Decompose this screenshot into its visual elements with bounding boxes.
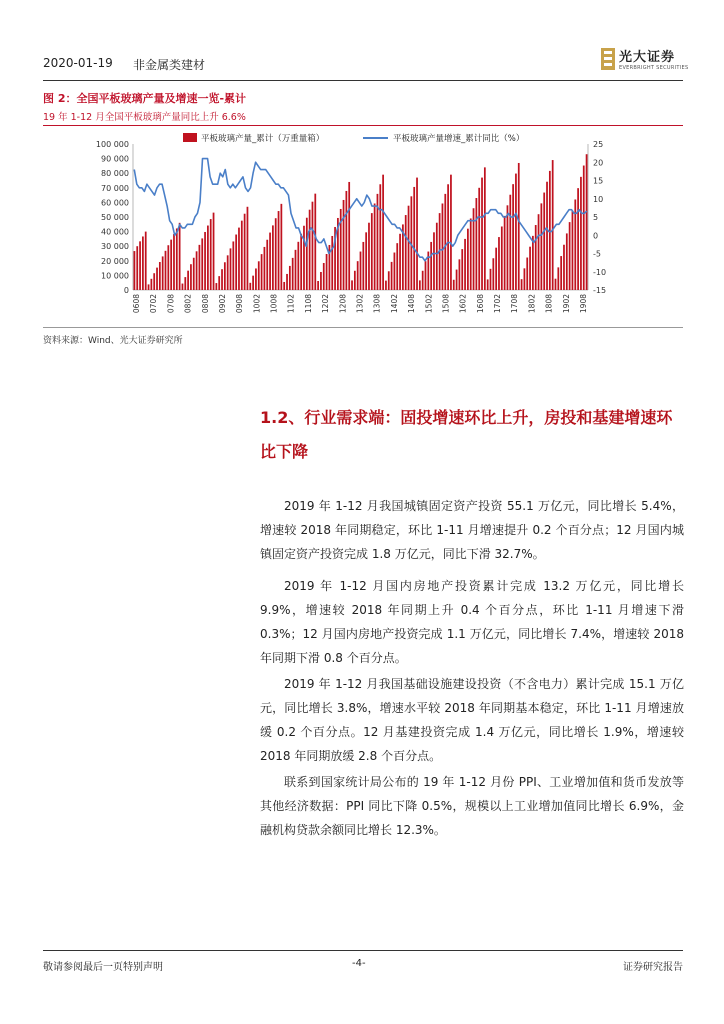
legend-bar-label: 平板玻璃产量_累计（万重量箱） bbox=[201, 134, 325, 144]
production-bar bbox=[371, 213, 373, 290]
production-bar bbox=[255, 268, 257, 290]
production-bar bbox=[549, 171, 551, 290]
x-tick-label: 1302 bbox=[355, 294, 365, 314]
production-bar bbox=[512, 184, 514, 290]
production-bar bbox=[249, 283, 251, 290]
x-tick-label: 1208 bbox=[338, 294, 348, 314]
production-bar bbox=[447, 184, 449, 290]
production-bar bbox=[529, 247, 531, 290]
production-bar bbox=[391, 262, 393, 290]
right-tick-label: 20 bbox=[593, 158, 604, 168]
production-bar bbox=[569, 222, 571, 290]
production-bar bbox=[546, 182, 548, 290]
production-bar bbox=[348, 182, 350, 290]
logo-subtitle: EVERBRIGHT SECURITIES bbox=[619, 65, 689, 71]
production-bar bbox=[560, 256, 562, 290]
production-bar bbox=[444, 194, 446, 290]
production-bar bbox=[238, 228, 240, 290]
production-bar bbox=[509, 195, 511, 290]
production-bar bbox=[481, 178, 483, 290]
production-bar bbox=[436, 223, 438, 290]
production-bar bbox=[526, 258, 528, 290]
production-bar bbox=[354, 271, 356, 290]
production-bar bbox=[524, 268, 526, 290]
production-bar bbox=[490, 269, 492, 290]
production-bar bbox=[405, 215, 407, 290]
production-bar bbox=[283, 282, 285, 290]
production-bar bbox=[286, 274, 288, 290]
production-bar bbox=[566, 233, 568, 290]
x-tick-label: 1202 bbox=[321, 294, 331, 314]
legend-line-label: 平板玻璃产量增速_累计同比（%） bbox=[393, 134, 525, 144]
production-bar bbox=[215, 283, 217, 290]
production-bar bbox=[498, 237, 500, 290]
production-bar bbox=[269, 233, 271, 290]
x-tick-label: 1902 bbox=[561, 294, 571, 314]
right-tick-label: 10 bbox=[593, 194, 604, 204]
production-bar bbox=[540, 203, 542, 290]
production-bar bbox=[430, 242, 432, 290]
production-bar bbox=[295, 250, 297, 290]
production-bar bbox=[176, 228, 178, 290]
x-tick-label: 1008 bbox=[269, 294, 279, 314]
production-bar bbox=[193, 258, 195, 290]
source-rule bbox=[43, 327, 683, 328]
production-bar bbox=[425, 261, 427, 290]
production-bar bbox=[504, 216, 506, 290]
production-bar bbox=[303, 226, 305, 290]
production-bar bbox=[459, 259, 461, 290]
production-bar bbox=[484, 167, 486, 290]
right-tick-label: -5 bbox=[593, 249, 601, 259]
production-bar bbox=[232, 241, 234, 290]
production-bar bbox=[150, 279, 152, 290]
x-tick-label: 0608 bbox=[132, 294, 141, 314]
production-bar bbox=[204, 232, 206, 290]
production-bar bbox=[247, 207, 249, 290]
x-tick-label: 1908 bbox=[579, 294, 588, 314]
production-bar bbox=[314, 194, 316, 290]
production-bar bbox=[543, 193, 545, 290]
legend-bar-swatch bbox=[183, 133, 197, 142]
production-bar bbox=[159, 262, 161, 290]
production-bar bbox=[461, 249, 463, 290]
production-bar bbox=[173, 234, 175, 290]
figure-rule bbox=[43, 125, 683, 126]
production-bar bbox=[201, 238, 203, 290]
production-bar bbox=[507, 205, 509, 290]
production-bar bbox=[170, 240, 172, 290]
production-bar bbox=[258, 261, 260, 290]
production-bar bbox=[156, 268, 158, 290]
x-tick-label: 1002 bbox=[252, 294, 262, 314]
production-bar bbox=[213, 213, 215, 290]
production-bar bbox=[478, 188, 480, 290]
production-bar bbox=[394, 253, 396, 290]
x-tick-label: 1608 bbox=[475, 294, 485, 314]
production-bar bbox=[470, 218, 472, 290]
left-tick-label: 100 000 bbox=[95, 140, 129, 149]
production-bar bbox=[521, 279, 523, 290]
x-tick-label: 0902 bbox=[217, 294, 227, 314]
production-bar bbox=[136, 246, 138, 290]
production-bar bbox=[139, 241, 141, 290]
production-bar bbox=[388, 271, 390, 290]
header-rule bbox=[43, 80, 683, 81]
production-bar bbox=[362, 242, 364, 290]
right-tick-label: 15 bbox=[593, 176, 604, 186]
production-bar bbox=[577, 188, 579, 290]
x-tick-label: 0802 bbox=[183, 294, 193, 314]
page-number: -4- bbox=[352, 958, 366, 969]
production-bar bbox=[199, 245, 201, 290]
left-tick-label: 20 000 bbox=[101, 256, 129, 266]
production-bar bbox=[309, 210, 311, 290]
x-tick-label: 1102 bbox=[286, 294, 296, 314]
production-bar bbox=[442, 203, 444, 290]
production-bar bbox=[396, 243, 398, 290]
production-bar bbox=[190, 264, 192, 290]
production-bar bbox=[162, 256, 164, 290]
production-chart bbox=[43, 130, 683, 325]
production-bar bbox=[306, 218, 308, 290]
production-bar bbox=[182, 284, 184, 290]
production-bar bbox=[235, 235, 237, 290]
section-heading: 1.2、行业需求端：固投增速环比上升，房投和基建增速环比下降 bbox=[260, 408, 673, 461]
production-bar bbox=[280, 204, 282, 290]
production-bar bbox=[244, 214, 246, 290]
production-bar bbox=[218, 276, 220, 290]
production-bar bbox=[555, 279, 557, 290]
production-bar bbox=[261, 254, 263, 290]
left-tick-label: 90 000 bbox=[101, 154, 129, 164]
production-bar bbox=[492, 258, 494, 290]
figure-title: 图 2：全国平板玻璃产量及增速一览-累计 bbox=[43, 92, 247, 105]
left-tick-label: 80 000 bbox=[101, 169, 129, 179]
production-bar bbox=[320, 272, 322, 290]
production-bar bbox=[196, 251, 198, 290]
production-bar bbox=[145, 232, 147, 290]
production-bar bbox=[580, 177, 582, 290]
production-bar bbox=[433, 232, 435, 290]
page-header bbox=[43, 44, 689, 80]
production-bar bbox=[323, 263, 325, 290]
production-bar bbox=[165, 251, 167, 290]
logo-mark-icon bbox=[601, 48, 615, 70]
production-bar bbox=[464, 239, 466, 290]
production-bar bbox=[221, 269, 223, 290]
production-bar bbox=[142, 236, 144, 290]
production-bar bbox=[266, 240, 268, 290]
production-bar bbox=[399, 234, 401, 290]
x-tick-label: 1702 bbox=[493, 294, 503, 314]
production-bar bbox=[379, 184, 381, 290]
production-bar bbox=[515, 174, 517, 290]
production-bar bbox=[552, 160, 554, 290]
production-bar bbox=[312, 202, 314, 290]
production-bar bbox=[331, 236, 333, 290]
production-bar bbox=[450, 175, 452, 290]
figure-subtitle: 19 年 1-12 月全国平板玻璃产量同比上升 6.6% bbox=[43, 112, 246, 123]
x-tick-label: 1508 bbox=[441, 294, 451, 314]
x-tick-label: 1602 bbox=[458, 294, 468, 314]
left-tick-label: 50 000 bbox=[101, 213, 129, 222]
production-bar bbox=[167, 245, 169, 290]
x-tick-label: 1402 bbox=[389, 294, 399, 314]
figure-source: 资料来源：Wind、光大证券研究所 bbox=[43, 336, 183, 346]
production-bar bbox=[326, 254, 328, 290]
production-bar bbox=[385, 281, 387, 290]
x-tick-label: 0702 bbox=[149, 294, 159, 314]
left-tick-label: 30 000 bbox=[101, 242, 129, 252]
paragraph-macro-data: 联系到国家统计局公布的 19 年 1-12 月份 PPI、工业增加值和货币发放等其他经济数据：PPI 同比下降 0.5%，规模以上工业增加值同比增长 6.9%，金融机构贷款余额同比增长 12.3%。 bbox=[260, 775, 684, 837]
production-bar bbox=[408, 206, 410, 290]
paragraph-fixed-asset-investment: 2019 年 1-12 月我国城镇固定资产投资 55.1 万亿元，同比增长 5.4%，增速较 2018 年同期稳定，环比 1-11 月增速提升 0.2 个百分点；12 月国内城镇固定资产投资完成 1.8 万亿元，同比下滑 32.7%。 bbox=[260, 499, 684, 561]
production-bar bbox=[563, 245, 565, 290]
production-bar bbox=[292, 258, 294, 290]
x-tick-label: 1108 bbox=[303, 294, 313, 314]
production-bar bbox=[382, 175, 384, 290]
production-bar bbox=[297, 242, 299, 290]
production-bar bbox=[252, 276, 254, 290]
production-bar bbox=[422, 271, 424, 290]
production-bar bbox=[227, 255, 229, 290]
production-bar bbox=[275, 218, 277, 290]
x-tick-label: 0908 bbox=[235, 294, 245, 314]
x-tick-label: 1708 bbox=[510, 294, 520, 314]
production-bar bbox=[343, 200, 345, 290]
report-sector: 非金属类建材 bbox=[133, 58, 206, 72]
production-bar bbox=[572, 211, 574, 290]
production-bar bbox=[413, 187, 415, 290]
production-bar bbox=[419, 280, 421, 290]
left-tick-label: 10 000 bbox=[101, 271, 129, 281]
left-tick-label: 0 bbox=[123, 286, 129, 295]
right-tick-label: -15 bbox=[593, 286, 607, 295]
production-bar bbox=[153, 273, 155, 290]
production-bar bbox=[264, 247, 266, 290]
production-bar bbox=[134, 251, 136, 290]
production-bar bbox=[368, 223, 370, 290]
production-bar bbox=[583, 166, 585, 290]
x-tick-label: 1408 bbox=[407, 294, 417, 314]
x-tick-label: 1308 bbox=[372, 294, 382, 314]
production-bar bbox=[187, 271, 189, 290]
production-bar bbox=[495, 248, 497, 290]
production-bar bbox=[518, 163, 520, 290]
company-logo bbox=[601, 46, 689, 76]
production-bar bbox=[535, 225, 537, 290]
production-bar bbox=[357, 261, 359, 290]
production-bar bbox=[416, 178, 418, 290]
right-tick-label: 5 bbox=[593, 213, 599, 222]
production-bar bbox=[300, 234, 302, 290]
x-tick-label: 1802 bbox=[527, 294, 537, 314]
production-bar bbox=[467, 229, 469, 290]
report-date: 2020-01-19 bbox=[43, 56, 113, 70]
production-bar bbox=[557, 267, 559, 290]
paragraph-real-estate-investment: 2019 年 1-12 月国内房地产投资累计完成 13.2 万亿元，同比增长 9.9%，增速较 2018 年同期上升 0.4 个百分点，环比 1-11 月增速下滑 0.3%；12 月国内房地产投资完成 1.1 万亿元，同比增长 7.4%，增速较 2018 年同期下滑 0.8 个百分点。 bbox=[260, 579, 684, 665]
production-bar bbox=[210, 219, 212, 290]
production-bar bbox=[207, 226, 209, 290]
production-bar bbox=[365, 232, 367, 290]
production-bar bbox=[374, 203, 376, 290]
production-bar bbox=[184, 277, 186, 290]
production-bar bbox=[345, 191, 347, 290]
production-bar bbox=[224, 262, 226, 290]
left-tick-label: 70 000 bbox=[101, 183, 129, 193]
footer-report-type: 证券研究报告 bbox=[623, 962, 683, 973]
production-bar bbox=[360, 252, 362, 290]
production-bar bbox=[532, 236, 534, 290]
production-bar bbox=[179, 223, 181, 290]
production-bar bbox=[230, 248, 232, 290]
x-tick-label: 0808 bbox=[200, 294, 210, 314]
production-bar bbox=[272, 225, 274, 290]
footer-rule bbox=[43, 950, 683, 951]
production-bar bbox=[453, 280, 455, 290]
production-bar bbox=[241, 221, 243, 290]
production-bar bbox=[487, 279, 489, 290]
x-tick-label: 1502 bbox=[424, 294, 434, 314]
right-tick-label: -10 bbox=[593, 267, 607, 277]
left-tick-label: 60 000 bbox=[101, 198, 129, 208]
production-bar bbox=[148, 284, 150, 290]
left-tick-label: 40 000 bbox=[101, 227, 129, 237]
production-bar bbox=[538, 214, 540, 290]
production-bar bbox=[586, 154, 588, 290]
x-tick-label: 1808 bbox=[544, 293, 554, 314]
x-tick-label: 0708 bbox=[166, 294, 176, 314]
logo-name: 光大证券 bbox=[619, 50, 676, 65]
production-bar bbox=[351, 280, 353, 290]
production-bar bbox=[501, 226, 503, 290]
production-bar bbox=[289, 266, 291, 290]
production-bar bbox=[317, 281, 319, 290]
production-bar bbox=[475, 198, 477, 290]
right-tick-label: 0 bbox=[593, 231, 599, 241]
production-bar bbox=[456, 270, 458, 290]
right-tick-label: 25 bbox=[593, 140, 604, 149]
production-bar bbox=[278, 211, 280, 290]
footer-disclaimer: 敬请参阅最后一页特别声明 bbox=[43, 962, 163, 973]
paragraph-infrastructure-investment: 2019 年 1-12 月我国基础设施建设投资（不含电力）累计完成 15.1 万亿元，同比增长 3.8%，增速水平较 2018 年同期基本稳定，环比 1-11 月增速放缓 0.2 个百分点。12 月基建投资完成 1.4 万亿元，同比增长 1.9%，增速较 2018 年同期放缓 2.8 个百分点。 bbox=[260, 677, 684, 763]
